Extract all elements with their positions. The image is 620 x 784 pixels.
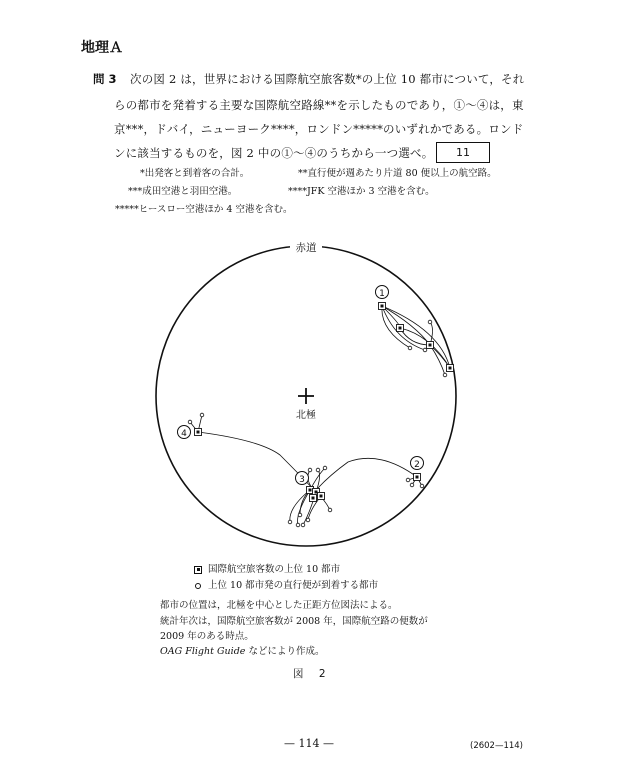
marker-2 (411, 457, 424, 471)
legend-top10 (194, 561, 340, 575)
route-line (318, 458, 417, 488)
destination-point (288, 520, 292, 524)
destination-point (323, 466, 327, 470)
destination-point (296, 523, 300, 527)
question-line-4: ンに該当するものを，図 2 中の①～④のうちから一つ選べ。 (114, 146, 434, 160)
note-london: *****ヒースロー空港ほか 4 空港を含む。 (115, 204, 293, 215)
top-city-point (397, 325, 404, 332)
question-number: 問 3 (93, 72, 117, 86)
route-line (382, 306, 430, 345)
destination-point (301, 523, 305, 527)
source-line-2: 統計年次は，国際航空旅客数が 2008 年，国際航空路の便数が (160, 616, 428, 627)
top-city-point (318, 493, 325, 500)
note-passengers: *出発客と到着客の合計。 (140, 168, 250, 179)
polar-map-figure (140, 230, 480, 560)
marker-3 (296, 472, 309, 486)
destination-point (410, 483, 414, 487)
top-city-point (414, 474, 421, 481)
subject-title: 地理Ａ (81, 40, 123, 56)
svg-text:2: 2 (414, 460, 420, 470)
legend-square-icon (194, 566, 202, 574)
top-city-points (195, 303, 454, 502)
source-line-1: 都市の位置は，北極を中心とした正距方位図法による。 (160, 600, 398, 611)
svg-text:3: 3 (299, 475, 305, 485)
legend-top10-label: 国際航空旅客数の上位 10 都市 (208, 564, 341, 575)
destination-point (420, 484, 424, 488)
figure-caption: 図 2 (293, 668, 332, 680)
destination-point (316, 468, 320, 472)
pole-label: 北極 (296, 410, 316, 421)
destination-point (428, 320, 432, 324)
destination-point (298, 513, 302, 517)
note-newyork: ****JFK 空港ほか 3 空港を含む。 (288, 186, 435, 197)
question-line-1: 次の図 2 は，世界における国際航空旅客数*の上位 10 都市について，それ (130, 72, 525, 86)
source-line-4-rest: などにより作成。 (245, 646, 325, 657)
top-city-point (427, 342, 434, 349)
destination-point (443, 373, 447, 377)
page-code: (2602—114) (470, 741, 523, 751)
source-line-3: 2009 年のある時点。 (160, 631, 254, 642)
destination-point (188, 420, 192, 424)
destination-point (408, 346, 412, 350)
note-routes: **直行便が週あたり片道 80 便以上の航空路。 (298, 168, 497, 179)
answer-number-box: 11 (436, 142, 490, 163)
destination-point (406, 478, 410, 482)
destination-point (308, 468, 312, 472)
route-line (400, 328, 430, 345)
marker-4 (178, 426, 191, 440)
top-city-point (447, 365, 454, 372)
destination-point (306, 518, 310, 522)
top-city-point (195, 429, 202, 436)
top-city-point (310, 495, 317, 502)
route-line (382, 306, 450, 368)
top-city-point (379, 303, 386, 310)
note-tokyo: ***成田空港と羽田空港。 (128, 186, 238, 197)
question-line-2: らの都市を発着する主要な国際航空路線**を示したものであり，①～④は，東 (114, 98, 524, 112)
svg-text:4: 4 (181, 429, 187, 439)
legend-circle-icon (195, 583, 201, 589)
source-italic-title: OAG Flight Guide (160, 646, 246, 657)
destination-point (328, 508, 332, 512)
svg-text:1: 1 (379, 289, 385, 299)
source-line-4 (160, 643, 324, 657)
legend-destinations-label: 上位 10 都市発の直行便が到着する都市 (208, 580, 379, 591)
legend-destinations (194, 577, 378, 591)
route-line (430, 345, 445, 375)
marker-1 (376, 286, 389, 300)
page-number: — 114 — (284, 737, 334, 750)
equator-label: 赤道 (295, 242, 317, 254)
destination-point (200, 413, 204, 417)
question-line-3: 京***，ドバイ，ニューヨーク****，ロンドン*****のいずれかである。ロンド (114, 122, 524, 136)
